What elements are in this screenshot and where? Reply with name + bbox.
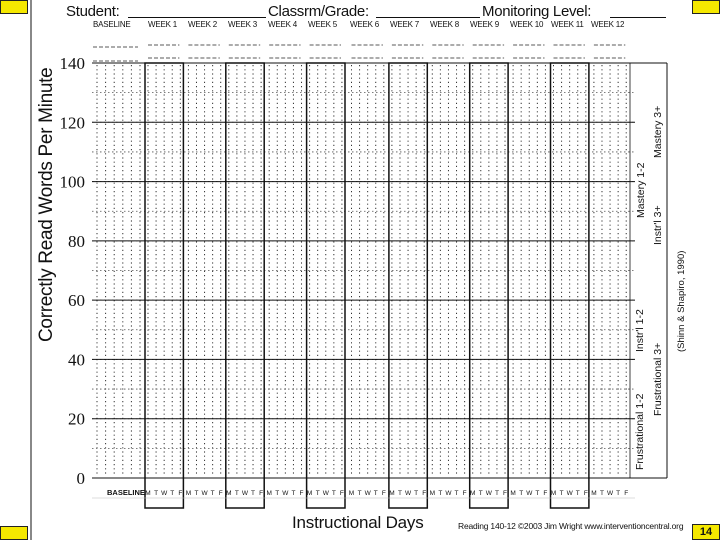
week-1-box (145, 63, 183, 508)
day-letter-label: W (201, 490, 208, 497)
day-letter-label: T (478, 490, 483, 497)
day-letter-label: F (381, 490, 386, 497)
day-letter-label: T (234, 490, 239, 497)
day-letter-label: W (606, 490, 614, 497)
source-citation-label: (Shinn & Shapiro, 1990) (676, 250, 687, 352)
day-letter-label: W (526, 490, 533, 497)
day-letter-label: T (291, 490, 296, 497)
day-letter-label: T (535, 490, 540, 497)
day-letter-label: F (583, 490, 588, 497)
day-letter-label: T (494, 490, 499, 497)
frustrational-3-label: Frustrational 3+ (652, 342, 664, 416)
day-letter-label: M (591, 490, 597, 497)
day-letter-label: T (414, 490, 419, 497)
y-axis-title: Correctly Read Words Per Minute (36, 67, 57, 342)
day-letter-label: F (178, 490, 183, 497)
y-tick-label-60: 60 (68, 291, 85, 311)
day-letter-label: F (503, 490, 508, 497)
day-letter-label: F (218, 490, 223, 497)
page-number: 14 (692, 524, 720, 540)
column-label-week-3: WEEK 3 (228, 20, 258, 29)
day-letter-label: F (624, 490, 629, 497)
day-letter-label: W (445, 490, 452, 497)
day-letter-label: T (275, 490, 280, 497)
day-letter-label: T (454, 490, 459, 497)
day-letter-label: T (559, 490, 564, 497)
mastery-3-label: Mastery 3+ (652, 105, 664, 158)
monitoring-level-label: Monitoring Level: (482, 3, 592, 20)
y-tick-label-140: 140 (59, 54, 85, 73)
day-letter-label: T (315, 490, 320, 497)
day-letter-label: T (575, 490, 580, 497)
day-letter-label: T (397, 490, 402, 497)
y-tick-label-120: 120 (59, 113, 85, 133)
instructional-3-label: Instr'l 3+ (652, 205, 664, 245)
day-letter-label: W (241, 490, 249, 497)
day-letter-label: F (543, 490, 548, 497)
week-9-box (470, 63, 508, 508)
class-grade-label: Classrm/Grade: (268, 3, 369, 20)
column-label-week-12: WEEK 12 (591, 20, 625, 29)
day-letter-label: T (438, 490, 443, 497)
week-7-box (389, 63, 427, 508)
day-letter-label: M (306, 490, 313, 497)
day-letter-label: W (282, 490, 289, 497)
column-label-week-4: WEEK 4 (268, 20, 298, 29)
frustrational-1-2-label: Frustrational 1-2 (634, 393, 646, 470)
y-tick-label-0: 0 (76, 469, 85, 488)
day-letter-label: W (404, 490, 412, 497)
baseline-day-label: BASELINE (107, 488, 145, 497)
day-letter-label: M (266, 490, 272, 497)
day-letter-label: M (145, 490, 151, 497)
day-letter-label: T (210, 490, 215, 497)
day-letter-label: W (161, 490, 168, 497)
copyright-credit: Reading 140-12 ©2003 Jim Wright www.interventioncentral.org (458, 521, 684, 531)
day-letter-label: T (194, 490, 199, 497)
day-letter-label: T (373, 490, 378, 497)
y-tick-label-80: 80 (68, 231, 85, 251)
day-letter-label: F (259, 490, 264, 497)
day-letter-label: M (510, 490, 516, 497)
day-letter-label: T (616, 490, 621, 497)
column-label-week-5: WEEK 5 (308, 20, 338, 29)
column-label-week-10: WEEK 10 (510, 20, 544, 29)
day-letter-label: M (226, 490, 232, 497)
day-letter-label: M (185, 490, 192, 497)
day-letter-label: T (357, 490, 362, 497)
week-11-box (551, 63, 589, 508)
day-letter-label: M (469, 490, 476, 497)
day-letter-label: T (599, 490, 604, 497)
column-label-week-8: WEEK 8 (430, 20, 460, 29)
x-axis-title: Instructional Days (292, 513, 424, 532)
column-label-week-7: WEEK 7 (390, 20, 420, 29)
column-label-baseline: BASELINE (93, 20, 131, 29)
column-label-week-2: WEEK 2 (188, 20, 218, 29)
day-letter-label: T (170, 490, 175, 497)
day-letter-label: F (462, 490, 467, 497)
day-letter-label: T (519, 490, 524, 497)
day-letter-label: T (154, 490, 159, 497)
instructional-1-2-label: Instr'l 1-2 (634, 309, 646, 352)
day-letter-label: M (550, 490, 557, 497)
column-label-week-9: WEEK 9 (470, 20, 500, 29)
day-letter-label: W (485, 490, 492, 497)
day-letter-label: T (251, 490, 256, 497)
day-letter-label: M (389, 490, 395, 497)
student-label: Student: (66, 3, 120, 20)
day-letter-label: M (348, 490, 355, 497)
day-letter-label: T (331, 490, 336, 497)
week-5-box (307, 63, 345, 508)
y-tick-label-20: 20 (68, 409, 85, 429)
column-label-week-11: WEEK 11 (551, 20, 584, 29)
y-tick-label-100: 100 (59, 172, 85, 192)
week-3-box (226, 63, 264, 508)
day-letter-label: M (429, 490, 436, 497)
day-letter-label: W (322, 490, 329, 497)
day-letter-label: W (566, 490, 573, 497)
day-letter-label: F (422, 490, 427, 497)
column-label-week-1: WEEK 1 (148, 20, 178, 29)
day-letter-label: F (339, 490, 344, 497)
y-tick-label-40: 40 (68, 350, 85, 370)
column-label-week-6: WEEK 6 (350, 20, 380, 29)
mastery-1-2-label: Mastery 1-2 (635, 162, 647, 218)
day-letter-label: F (299, 490, 304, 497)
day-letter-label: W (364, 490, 371, 497)
